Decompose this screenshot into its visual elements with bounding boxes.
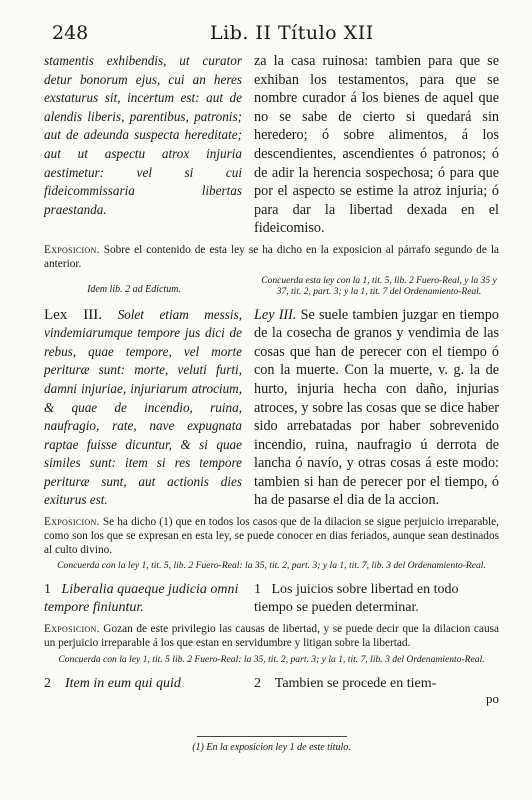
law-2-latin	[44, 675, 242, 693]
ley-iii	[44, 306, 499, 511]
law-1-latin-text: Liberalia quaeque judicia omni tempore finiuntur.	[44, 582, 239, 616]
law-number: 2	[44, 676, 51, 692]
ley-iii-latin-text: Solet etiam messis, vindemiarumque tempore jus dici de rebus, quae tempore, vel morte perituræ sunt: morte, veluti furti, damni injuriae, injuriarum atrocium, & quae de incendio, ruina, naufragio, rate, nave expugnata raptae fuisse dicuntur, & si quae similes sunt: item si res tempore perituræ sunt, aut actionis dies exiturus est.	[44, 306, 243, 508]
catchword: po	[486, 691, 499, 707]
ley-iii-spanish	[254, 306, 499, 511]
concordance-note: Concuerda con la ley 1, tit. 5 lib. 2 Fuero-Real: la 35, tit. 2, part. 3; y la 1, tit. 7, lib. 3 del Ordenamiento-Real.	[58, 654, 485, 666]
exposicion-label: Exposicion.	[44, 516, 100, 529]
law-1-latin	[44, 581, 242, 617]
exposicion-label: Exposicion.	[44, 623, 100, 636]
law-1-row	[44, 581, 499, 617]
law-1-spanish-text: Los juicios sobre libertad en todo tiempo se pueden determinar.	[254, 582, 459, 616]
law-number: 1	[254, 582, 261, 598]
page-header	[44, 22, 499, 52]
exposicion-1	[44, 244, 499, 272]
concordance-note: Concuerda con la ley 1, tit. 5, lib. 2 Fuero-Real: la 35, tit. 2, part. 3; y la 1, tit. 7, lib. 3 del Ordenamiento-Real.	[57, 560, 486, 572]
footnote: (1) En la exposicion ley 1 de este título.	[192, 742, 351, 753]
exposicion-text: Gozan de este privilegio las causas de libertad, y se puede decir que la dilacion causa un perjuicio irreparable á los que estan en servidumbre y litigan sobre la libertad.	[44, 623, 499, 650]
ley-iii-latin-heading: Lex III.	[44, 306, 103, 323]
law-2-latin-text: Item in eum qui quid	[65, 676, 181, 692]
concordance-note: Concuerda esta ley con la 1, tit. 5, lib. 2 Fuero-Real, y la 35 y 37, tit. 2, part. 3; y la 1, tit. 7 del Ordenamiento-Real.	[261, 275, 497, 297]
references-row	[44, 276, 499, 298]
law-1-spanish	[254, 581, 499, 617]
law-number: 2	[254, 676, 261, 692]
law-2-spanish	[254, 675, 499, 693]
law-number: 1	[44, 582, 51, 598]
ley-ii-continuation	[44, 52, 499, 238]
running-title: Lib. II Título XII	[210, 22, 374, 44]
exposicion-3	[44, 623, 499, 651]
page-body	[44, 22, 499, 707]
exposicion-text: Se ha dicho (1) que en todos los casos que de la dilacion se sigue perjuicio irreparable, como son los que se expresan en esta ley, se puede conocer en dias feriados, aunque sean destinados al culto divino.	[44, 516, 499, 556]
footnote-area	[44, 736, 499, 753]
ley-iii-spanish-heading: Ley III.	[254, 306, 297, 323]
ley-iii-spanish-text: Se suele tambien juzgar en tiempo de la cosecha de granos y vendimia de las cosas que han de perecer con el tiempo ó con la muerte. Con la muerte, v. g. la de hurto, injuria hecha con daño, injurias atroces, y sobre las cosas que se dice haber sido arrebatadas por haber sobrevenido incendio, ruina, naufragio ú derrota de lancha ó navío, y otras cosas á este modo: tambien si han de perecer por el tiempo, ó ha de pasarse el dia de la accion.	[254, 306, 499, 509]
footnote-rule	[197, 736, 347, 737]
exposicion-2	[44, 516, 499, 557]
ley-iii-latin	[44, 306, 242, 511]
law-2-row	[44, 675, 499, 693]
latin-column-text: stamentis exhibendis, ut curator detur bonorum ejus, cui an heres exstaturus sit, incertum est: aut de alendis liberis, parentibus, patronis; aut de adeunda suspecta hereditate; aut ut aspectu atrox injuria aestimetur: vel si cui fideicommissaria libertas praestanda.	[44, 53, 242, 217]
source-reference: Idem lib. 2 ad Edictum.	[87, 283, 181, 295]
page-number: 248	[52, 22, 89, 44]
exposicion-text: Sobre el contenido de esta ley se ha dicho en la exposicion al párrafo segundo de la anterior.	[44, 243, 500, 270]
law-2-spanish-text: Tambien se procede en tiem-	[274, 676, 437, 692]
spanish-column-text: za la casa ruinosa: tambien para que se exhiban los testamentos, para que se nombre curador á los bienes de aquel que no se sabe de cierto si quedará sin heredero; ó sobre alimentos, á los descendientes, ascendientes ó patronos; ó de adir la herencia sospechosa; ó para que por el aspecto se estime la atroz injuria; ó para dar la libertad dexada en el fideicomiso.	[254, 53, 499, 237]
exposicion-label: Exposicion.	[44, 243, 100, 256]
